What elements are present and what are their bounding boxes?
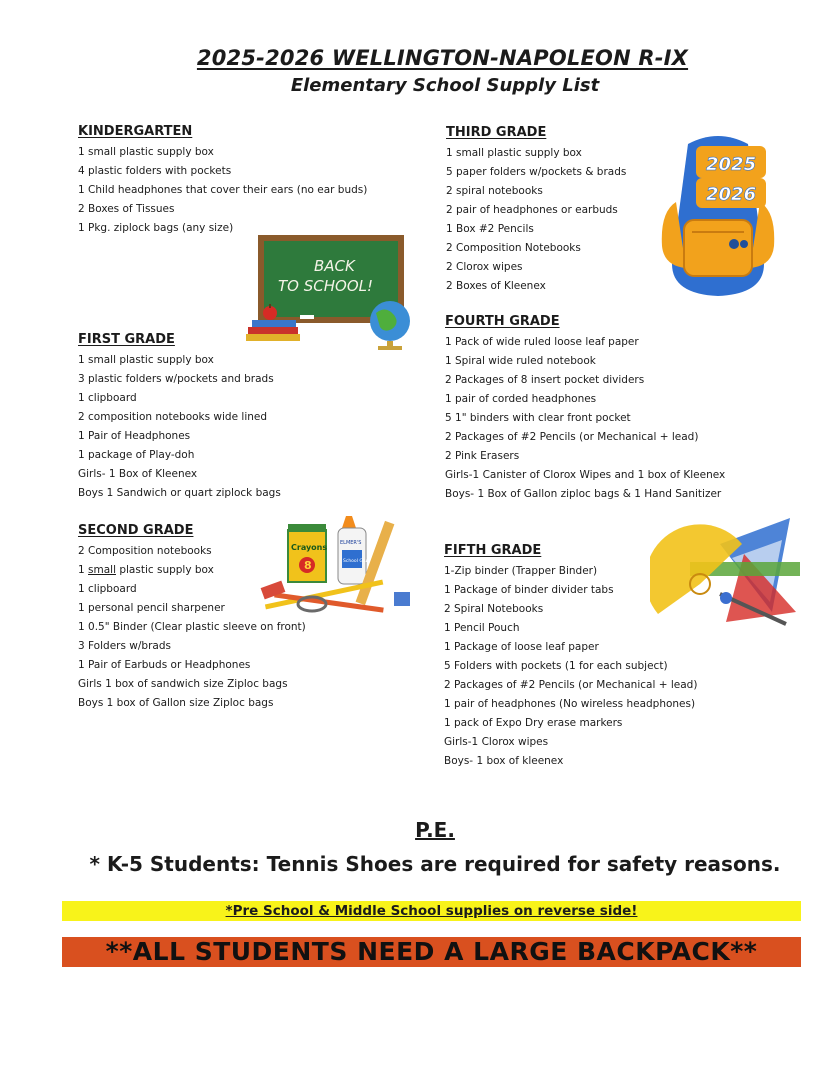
chalkboard-text-2: TO SCHOOL! xyxy=(278,277,373,295)
list-item: 1 Pencil Pouch xyxy=(444,622,520,634)
list-item: 1 package of Play-doh xyxy=(78,449,195,461)
page-title: 2025-2026 WELLINGTON-NAPOLEON R-IX xyxy=(196,46,689,70)
list-item: 1 Pair of Headphones xyxy=(78,430,191,442)
list-item: 1 small plastic supply box xyxy=(446,147,582,159)
list-item: Girls- 1 Box of Kleenex xyxy=(78,468,198,480)
supplies-clipart xyxy=(254,510,436,618)
list-item: 2 Boxes of Tissues xyxy=(78,203,175,215)
list-item: 1 clipboard xyxy=(78,583,137,595)
crayons-label: Crayons xyxy=(291,543,328,552)
list-item: 2 Composition Notebooks xyxy=(446,242,581,254)
list-item: 1 small plastic supply box xyxy=(78,354,214,366)
geometry-tools-icon xyxy=(650,514,802,638)
list-item: Boys- 1 box of kleenex xyxy=(444,755,564,767)
fifth-grade-heading: FIFTH GRADE xyxy=(444,543,542,558)
list-item: Girls 1 box of sandwich size Ziploc bags xyxy=(78,678,288,690)
backpack-year-1: 2025 xyxy=(706,154,757,175)
page-subtitle: Elementary School Supply List xyxy=(290,75,600,96)
fourth-grade-list xyxy=(445,333,725,504)
list-item: 2 Clorox wipes xyxy=(446,261,523,273)
list-item: Boys- 1 Box of Gallon ziploc bags & 1 Hand Sanitizer xyxy=(445,488,722,500)
backpack-notice: **ALL STUDENTS NEED A LARGE BACKPACK** xyxy=(62,937,801,967)
first-grade-heading: FIRST GRADE xyxy=(78,332,175,347)
list-item: 1 Package of loose leaf paper xyxy=(444,641,599,653)
list-item: 1 Pack of wide ruled loose leaf paper xyxy=(445,336,639,348)
fourth-grade-section xyxy=(445,314,725,504)
underlined-word: small xyxy=(88,564,116,576)
crayons-count: 8 xyxy=(304,559,312,572)
chalkboard-clipart xyxy=(244,233,419,351)
list-item: 5 paper folders w/pockets & brads xyxy=(446,166,627,178)
list-item: 2 Boxes of Kleenex xyxy=(446,280,546,292)
list-item: 1 Child headphones that cover their ears (no ear buds) xyxy=(78,184,368,196)
list-item: 1 Package of binder divider tabs xyxy=(444,584,614,596)
list-item: 4 plastic folders with pockets xyxy=(78,165,232,177)
second-grade-heading: SECOND GRADE xyxy=(78,523,194,538)
chalkboard-icon xyxy=(244,233,419,351)
item-text: plastic supply box xyxy=(116,564,214,576)
kindergarten-section xyxy=(78,124,367,238)
list-item: 3 Folders w/brads xyxy=(78,640,171,652)
list-item: 2 composition notebooks wide lined xyxy=(78,411,268,423)
list-item: 1 pack of Expo Dry erase markers xyxy=(444,717,623,729)
first-grade-section xyxy=(78,332,281,503)
list-item: 1 Pair of Earbuds or Headphones xyxy=(78,659,251,671)
kindergarten-heading: KINDERGARTEN xyxy=(78,124,193,139)
list-item: 2 Packages of #2 Pencils (or Mechanical + lead) xyxy=(445,431,699,443)
list-item: Girls-1 Clorox wipes xyxy=(444,736,549,748)
list-item: 2 Spiral Notebooks xyxy=(444,603,544,615)
third-grade-heading: THIRD GRADE xyxy=(446,125,547,140)
reverse-side-notice xyxy=(62,901,801,921)
list-item: 1 pair of corded headphones xyxy=(445,393,597,405)
fourth-grade-heading: FOURTH GRADE xyxy=(445,314,560,329)
list-item: 1 0.5" Binder (Clear plastic sleeve on front) xyxy=(78,621,306,633)
third-grade-list xyxy=(446,144,626,296)
list-item: 5 Folders with pockets (1 for each subject) xyxy=(444,660,668,672)
list-item: 2 Pink Erasers xyxy=(445,450,520,462)
list-item: 1 small plastic supply box xyxy=(78,146,214,158)
list-item: Girls-1 Canister of Clorox Wipes and 1 box of Kleenex xyxy=(445,469,726,481)
list-item: 1 pair of headphones (No wireless headphones) xyxy=(444,698,696,710)
backpack-clipart xyxy=(648,132,788,300)
pe-note: * K-5 Students: Tennis Shoes are required for safety reasons. xyxy=(89,852,781,876)
third-grade-section xyxy=(446,125,626,296)
list-item: Boys 1 box of Gallon size Ziploc bags xyxy=(78,697,274,709)
glue-brand: ELMER'S xyxy=(340,540,362,546)
list-item: 1-Zip binder (Trapper Binder) xyxy=(444,565,598,577)
list-item: 1 Pkg. ziplock bags (any size) xyxy=(78,222,234,234)
list-item: 2 Packages of #2 Pencils (or Mechanical + lead) xyxy=(444,679,698,691)
glue-label: School Glue xyxy=(343,559,370,564)
list-item: Boys 1 Sandwich or quart ziplock bags xyxy=(78,487,281,499)
backpack-year-2: 2026 xyxy=(706,184,757,205)
kindergarten-list xyxy=(78,143,367,238)
item-text: 1 xyxy=(78,564,89,576)
list-item: 3 plastic folders w/pockets and brads xyxy=(78,373,274,385)
list-item: 2 pair of headphones or earbuds xyxy=(446,204,618,216)
list-item: 1 Box #2 Pencils xyxy=(446,223,534,235)
backpack-icon xyxy=(648,132,788,300)
list-item: 2 spiral notebooks xyxy=(446,185,543,197)
list-item: 1 personal pencil sharpener xyxy=(78,602,225,614)
first-grade-list xyxy=(78,351,281,503)
school-supplies-icon xyxy=(254,510,436,618)
geometry-tools-clipart xyxy=(650,514,802,638)
reverse-side-text: *Pre School & Middle School supplies on reverse side! xyxy=(225,903,638,919)
list-item: 1 Spiral wide ruled notebook xyxy=(445,355,596,367)
list-item: 1 clipboard xyxy=(78,392,137,404)
list-item: 2 Packages of 8 insert pocket dividers xyxy=(445,374,645,386)
list-item: 5 1" binders with clear front pocket xyxy=(445,412,631,424)
list-item: 2 Composition notebooks xyxy=(78,545,212,557)
pe-title: P.E. xyxy=(415,818,455,842)
chalkboard-text-1: BACK xyxy=(314,257,355,275)
